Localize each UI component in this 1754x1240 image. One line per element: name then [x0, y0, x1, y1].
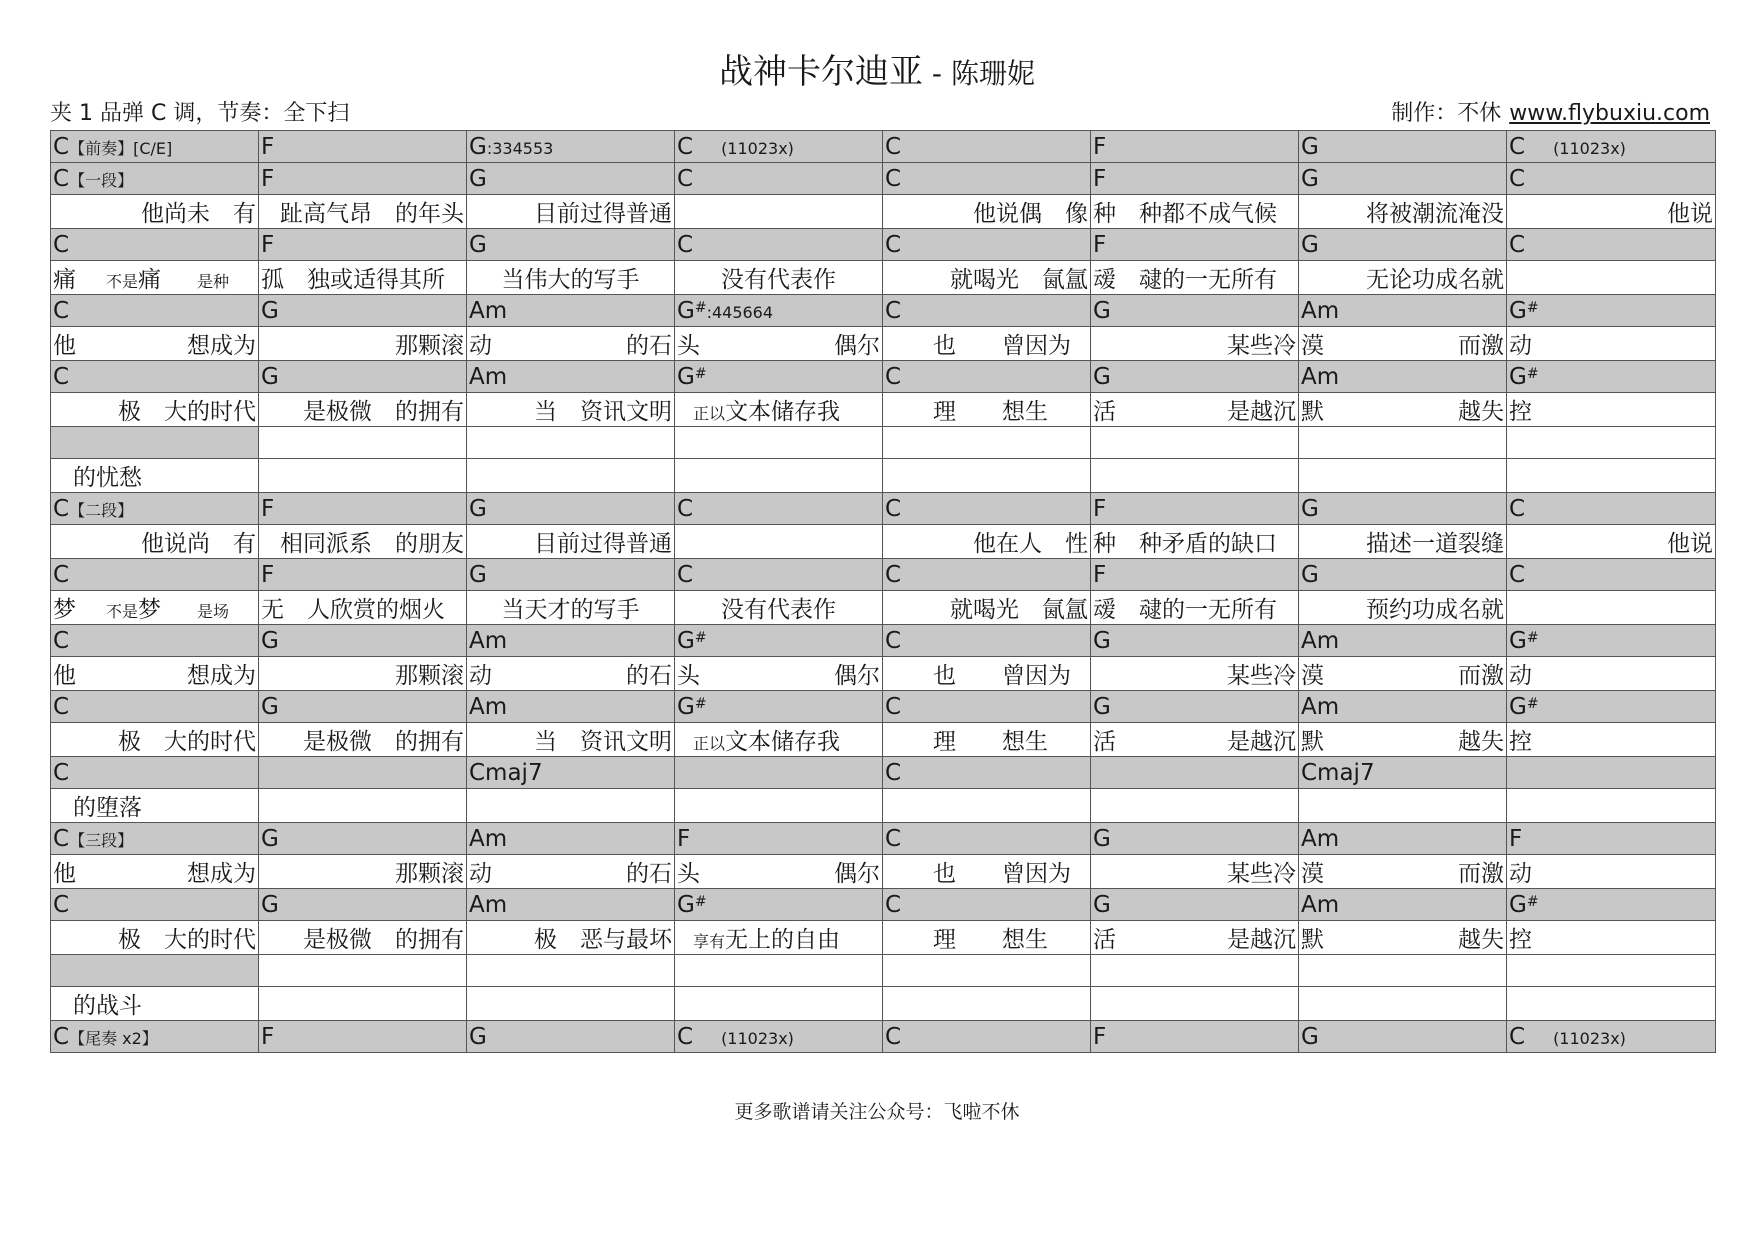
chord-cell [1507, 757, 1716, 789]
lyric-cell: 也 曾因为 [883, 855, 1091, 889]
lyric-cell: 某些冷 [1091, 327, 1299, 361]
chord-cell: C (11023x) [675, 1021, 883, 1053]
lyric-cell: 正以文本储存我 [675, 723, 883, 757]
lyric-cell: 的忧愁 [51, 459, 259, 493]
chord-cell [467, 427, 675, 459]
lyric-cell: 目前过得普通 [467, 195, 675, 229]
credit [1391, 96, 1710, 127]
lyric-row [51, 789, 1716, 823]
chord-cell [51, 427, 259, 459]
chord-cell: G [1091, 889, 1299, 921]
lyric-cell: 当伟大的写手 [467, 261, 675, 295]
chord-cell: G# [675, 625, 883, 657]
lyric-cell: 叆 叇的一无所有 [1091, 591, 1299, 625]
lyric-cell: 他 想成为 [51, 657, 259, 691]
credit-label: 制作：不休 [1391, 101, 1502, 126]
chord-cell: G#:445664 [675, 295, 883, 327]
chord-cell: F [1507, 823, 1716, 855]
lyric-cell: 默 越失 [1299, 921, 1507, 955]
chord-cell: Am [1299, 823, 1507, 855]
lyric-cell [259, 789, 467, 823]
chord-cell: F [259, 131, 467, 163]
lyric-cell: 动 [1507, 855, 1716, 889]
footer-note: 更多歌谱请关注公众号：飞啦不休 [734, 1101, 1020, 1123]
lyric-cell: 动 [1507, 327, 1716, 361]
chord-cell: C [51, 691, 259, 723]
chord-cell: C [1507, 163, 1716, 195]
chord-cell [1507, 427, 1716, 459]
chord-cell: C [51, 625, 259, 657]
chord-cell [883, 427, 1091, 459]
lyric-cell: 种 种都不成气候 [1091, 195, 1299, 229]
lyric-cell: 默 越失 [1299, 393, 1507, 427]
chord-cell: G [1091, 823, 1299, 855]
chord-cell: C [51, 229, 259, 261]
chord-row [51, 229, 1716, 261]
lyric-cell [1507, 261, 1716, 295]
lyric-cell: 活 是越沉 [1091, 723, 1299, 757]
chord-cell: C [883, 559, 1091, 591]
lyric-cell: 孤 独或适得其所 [259, 261, 467, 295]
lyric-cell: 头 偶尔 [675, 327, 883, 361]
lyric-cell: 是极微 的拥有 [259, 921, 467, 955]
chord-cell: Cmaj7 [467, 757, 675, 789]
chord-row [51, 427, 1716, 459]
lyric-row [51, 723, 1716, 757]
chord-cell: G [259, 361, 467, 393]
lyric-cell: 默 越失 [1299, 723, 1507, 757]
chord-cell: C [883, 757, 1091, 789]
chord-cell: F [259, 229, 467, 261]
chord-row [51, 163, 1716, 195]
chord-cell: Cmaj7 [1299, 757, 1507, 789]
title-separator: - [923, 57, 951, 90]
chord-row [51, 691, 1716, 723]
lyric-row [51, 261, 1716, 295]
chord-row [51, 295, 1716, 327]
capo-info: 夹 1 品弹 C 调，节奏：全下扫 [50, 101, 350, 126]
chord-cell [675, 955, 883, 987]
lyric-cell: 正以文本储存我 [675, 393, 883, 427]
lyric-cell: 他在人 性 [883, 525, 1091, 559]
chord-cell: C [883, 625, 1091, 657]
lyric-cell: 动 [1507, 657, 1716, 691]
lyric-cell [467, 789, 675, 823]
lyric-cell: 无论功成名就 [1299, 261, 1507, 295]
chord-cell: C [1507, 493, 1716, 525]
lyric-cell [1507, 591, 1716, 625]
chord-cell: C [675, 229, 883, 261]
chord-cell: G [1091, 295, 1299, 327]
lyric-cell: 理 想生 [883, 393, 1091, 427]
chord-cell: Am [467, 889, 675, 921]
lyric-cell: 描述一道裂缝 [1299, 525, 1507, 559]
lyric-row [51, 987, 1716, 1021]
chord-cell: C【一段】 [51, 163, 259, 195]
chord-cell: G# [1507, 361, 1716, 393]
chord-cell: F [1091, 559, 1299, 591]
lyric-cell [883, 789, 1091, 823]
chord-cell: Am [467, 823, 675, 855]
chord-cell: G [1299, 493, 1507, 525]
chord-cell: G# [1507, 889, 1716, 921]
chord-cell [1091, 955, 1299, 987]
chord-cell: G [259, 295, 467, 327]
lyric-cell: 动 的石 [467, 855, 675, 889]
chord-cell: C (11023x) [675, 131, 883, 163]
lyric-cell [467, 987, 675, 1021]
lyric-cell: 没有代表作 [675, 591, 883, 625]
chord-cell: Am [467, 295, 675, 327]
chord-cell: Am [1299, 691, 1507, 723]
lyric-row [51, 459, 1716, 493]
lyric-cell: 极 大的时代 [51, 393, 259, 427]
chord-cell: G [467, 493, 675, 525]
chord-cell [1091, 757, 1299, 789]
lyric-cell: 漠 而激 [1299, 327, 1507, 361]
lyric-cell: 就喝光 氤氲 [883, 591, 1091, 625]
lyric-cell: 他说 [1507, 195, 1716, 229]
chord-cell: G# [675, 691, 883, 723]
lyric-cell [1091, 459, 1299, 493]
chord-row [51, 889, 1716, 921]
chord-cell: C [883, 823, 1091, 855]
lyric-cell: 当 资讯文明 [467, 393, 675, 427]
chord-cell: G:334553 [467, 131, 675, 163]
chord-cell: F [259, 559, 467, 591]
lyric-cell: 将被潮流淹没 [1299, 195, 1507, 229]
chord-cell [1299, 955, 1507, 987]
lyric-cell: 也 曾因为 [883, 657, 1091, 691]
chord-cell: G# [675, 361, 883, 393]
lyric-cell: 活 是越沉 [1091, 921, 1299, 955]
lyric-cell: 某些冷 [1091, 855, 1299, 889]
chord-cell: G [1299, 559, 1507, 591]
lyric-cell [675, 987, 883, 1021]
lyric-cell [883, 987, 1091, 1021]
chord-cell: C [51, 889, 259, 921]
lyric-cell: 理 想生 [883, 921, 1091, 955]
chord-cell: G# [675, 889, 883, 921]
lyric-cell: 极 大的时代 [51, 921, 259, 955]
lyric-cell [259, 459, 467, 493]
chord-cell: G [1299, 229, 1507, 261]
chord-cell: C【二段】 [51, 493, 259, 525]
chord-cell [259, 427, 467, 459]
chord-cell: F [259, 163, 467, 195]
lyric-cell: 预约功成名就 [1299, 591, 1507, 625]
lyric-cell: 控 [1507, 921, 1716, 955]
lyric-cell: 目前过得普通 [467, 525, 675, 559]
lyric-cell: 的战斗 [51, 987, 259, 1021]
chord-cell: C [883, 295, 1091, 327]
chord-cell: G# [1507, 295, 1716, 327]
lyric-cell [1091, 789, 1299, 823]
chord-cell: G [1091, 361, 1299, 393]
chord-cell: C [883, 361, 1091, 393]
chord-cell: F [1091, 1021, 1299, 1053]
chord-cell: G [1299, 163, 1507, 195]
lyric-cell: 当天才的写手 [467, 591, 675, 625]
lyric-cell [467, 459, 675, 493]
lyric-row [51, 525, 1716, 559]
chord-cell: Am [467, 361, 675, 393]
lyric-cell: 那颗滚 [259, 657, 467, 691]
chord-cell: C [675, 163, 883, 195]
chord-chart [50, 130, 1716, 1053]
lyric-cell [1507, 789, 1716, 823]
chord-cell: C [883, 1021, 1091, 1053]
chord-cell [883, 955, 1091, 987]
chord-row [51, 493, 1716, 525]
lyric-cell: 就喝光 氤氲 [883, 261, 1091, 295]
chord-cell: C [675, 559, 883, 591]
lyric-cell: 那颗滚 [259, 855, 467, 889]
chord-cell: G [467, 163, 675, 195]
chord-cell [259, 955, 467, 987]
chord-cell: G# [1507, 691, 1716, 723]
lyric-cell: 相同派系 的朋友 [259, 525, 467, 559]
chord-cell: C [883, 889, 1091, 921]
lyric-cell [675, 525, 883, 559]
chord-cell: G [1299, 131, 1507, 163]
lyric-cell: 当 资讯文明 [467, 723, 675, 757]
lyric-cell: 那颗滚 [259, 327, 467, 361]
chord-cell: C [883, 493, 1091, 525]
lyric-row [51, 393, 1716, 427]
lyric-cell: 没有代表作 [675, 261, 883, 295]
lyric-cell [1299, 987, 1507, 1021]
chord-cell: C [675, 493, 883, 525]
chord-row [51, 757, 1716, 789]
lyric-row [51, 855, 1716, 889]
lyric-cell: 他说偶 像 [883, 195, 1091, 229]
lyric-cell: 头 偶尔 [675, 657, 883, 691]
artist-name: 陈珊妮 [950, 57, 1035, 90]
chord-cell: G [259, 889, 467, 921]
lyric-cell [675, 195, 883, 229]
lyric-cell: 头 偶尔 [675, 855, 883, 889]
lyric-row [51, 657, 1716, 691]
lyric-cell: 享有无上的自由 [675, 921, 883, 955]
chord-cell: C【三段】 [51, 823, 259, 855]
chord-cell: Am [1299, 295, 1507, 327]
lyric-cell: 动 的石 [467, 327, 675, 361]
chord-cell [51, 955, 259, 987]
lyric-cell [259, 987, 467, 1021]
chord-cell: C [51, 559, 259, 591]
chord-cell: F [259, 493, 467, 525]
chord-cell: G [1091, 691, 1299, 723]
chord-row [51, 559, 1716, 591]
chord-cell: G [467, 1021, 675, 1053]
chord-cell [1091, 427, 1299, 459]
lyric-cell: 理 想生 [883, 723, 1091, 757]
chord-cell: C [1507, 559, 1716, 591]
chord-cell: C [883, 691, 1091, 723]
lyric-cell: 种 种矛盾的缺口 [1091, 525, 1299, 559]
chord-cell: C [883, 229, 1091, 261]
lyric-row [51, 327, 1716, 361]
chord-cell: F [1091, 229, 1299, 261]
lyric-cell [675, 459, 883, 493]
lyric-cell: 他说尚 有 [51, 525, 259, 559]
chord-row [51, 955, 1716, 987]
lyric-cell: 控 [1507, 393, 1716, 427]
chord-cell [1299, 427, 1507, 459]
lyric-cell: 是极微 的拥有 [259, 723, 467, 757]
chord-cell: Am [1299, 889, 1507, 921]
lyric-cell: 动 的石 [467, 657, 675, 691]
lyric-cell: 的堕落 [51, 789, 259, 823]
lyric-cell [1507, 459, 1716, 493]
lyric-cell: 极 恶与最坏 [467, 921, 675, 955]
chord-row [51, 131, 1716, 163]
lyric-cell: 他 想成为 [51, 855, 259, 889]
chord-cell: G [1299, 1021, 1507, 1053]
chord-cell: C【尾奏 x2】 [51, 1021, 259, 1053]
chord-cell: G [259, 823, 467, 855]
lyric-cell [1507, 987, 1716, 1021]
chord-cell: F [1091, 131, 1299, 163]
chord-cell: G# [1507, 625, 1716, 657]
lyric-row [51, 591, 1716, 625]
chord-cell [467, 955, 675, 987]
lyric-cell: 无 人欣赏的烟火 [259, 591, 467, 625]
chord-cell: F [675, 823, 883, 855]
chord-cell: F [1091, 163, 1299, 195]
lyric-cell [675, 789, 883, 823]
chord-cell: C [51, 757, 259, 789]
chord-cell: C [883, 163, 1091, 195]
lyric-cell: 他 想成为 [51, 327, 259, 361]
chord-cell: C【前奏】[C/E] [51, 131, 259, 163]
lyric-cell: 是极微 的拥有 [259, 393, 467, 427]
chord-row [51, 625, 1716, 657]
chord-cell: Am [1299, 625, 1507, 657]
chord-cell: Am [467, 691, 675, 723]
chord-cell: C [51, 295, 259, 327]
chord-cell [675, 427, 883, 459]
chord-cell: G [259, 691, 467, 723]
lyric-cell: 痛 不是痛 是种 [51, 261, 259, 295]
lyric-cell: 控 [1507, 723, 1716, 757]
chord-cell: F [1091, 493, 1299, 525]
chord-row [51, 1021, 1716, 1053]
lyric-cell: 也 曾因为 [883, 327, 1091, 361]
chord-row [51, 823, 1716, 855]
chord-row [51, 361, 1716, 393]
lyric-cell [1299, 789, 1507, 823]
lyric-cell: 叆 叇的一无所有 [1091, 261, 1299, 295]
lyric-cell: 某些冷 [1091, 657, 1299, 691]
chord-cell: G [467, 229, 675, 261]
lyric-cell: 极 大的时代 [51, 723, 259, 757]
chord-cell: G [467, 559, 675, 591]
lyric-cell: 他说 [1507, 525, 1716, 559]
chord-cell [675, 757, 883, 789]
lyric-cell: 活 是越沉 [1091, 393, 1299, 427]
lyric-cell [883, 459, 1091, 493]
lyric-cell: 漠 而激 [1299, 855, 1507, 889]
lyric-row [51, 195, 1716, 229]
lyric-cell [1299, 459, 1507, 493]
chord-cell: C [1507, 229, 1716, 261]
lyric-cell [1091, 987, 1299, 1021]
lyric-cell: 漠 而激 [1299, 657, 1507, 691]
chord-cell: C [883, 131, 1091, 163]
lyric-cell: 趾高气昂 的年头 [259, 195, 467, 229]
lyric-cell: 他尚未 有 [51, 195, 259, 229]
chord-cell: C [51, 361, 259, 393]
chord-cell: G [259, 625, 467, 657]
chord-cell: C (11023x) [1507, 131, 1716, 163]
chord-cell [1507, 955, 1716, 987]
chord-cell [259, 757, 467, 789]
chord-cell: F [259, 1021, 467, 1053]
chord-cell: G [1091, 625, 1299, 657]
chord-cell: C (11023x) [1507, 1021, 1716, 1053]
website-link[interactable]: www.flybuxiu.com [1509, 101, 1710, 126]
chord-cell: Am [467, 625, 675, 657]
song-name: 战神卡尔迪亚 [719, 52, 924, 92]
song-title [0, 44, 1754, 93]
chord-cell: Am [1299, 361, 1507, 393]
lyric-row [51, 921, 1716, 955]
lyric-cell: 梦 不是梦 是场 [51, 591, 259, 625]
